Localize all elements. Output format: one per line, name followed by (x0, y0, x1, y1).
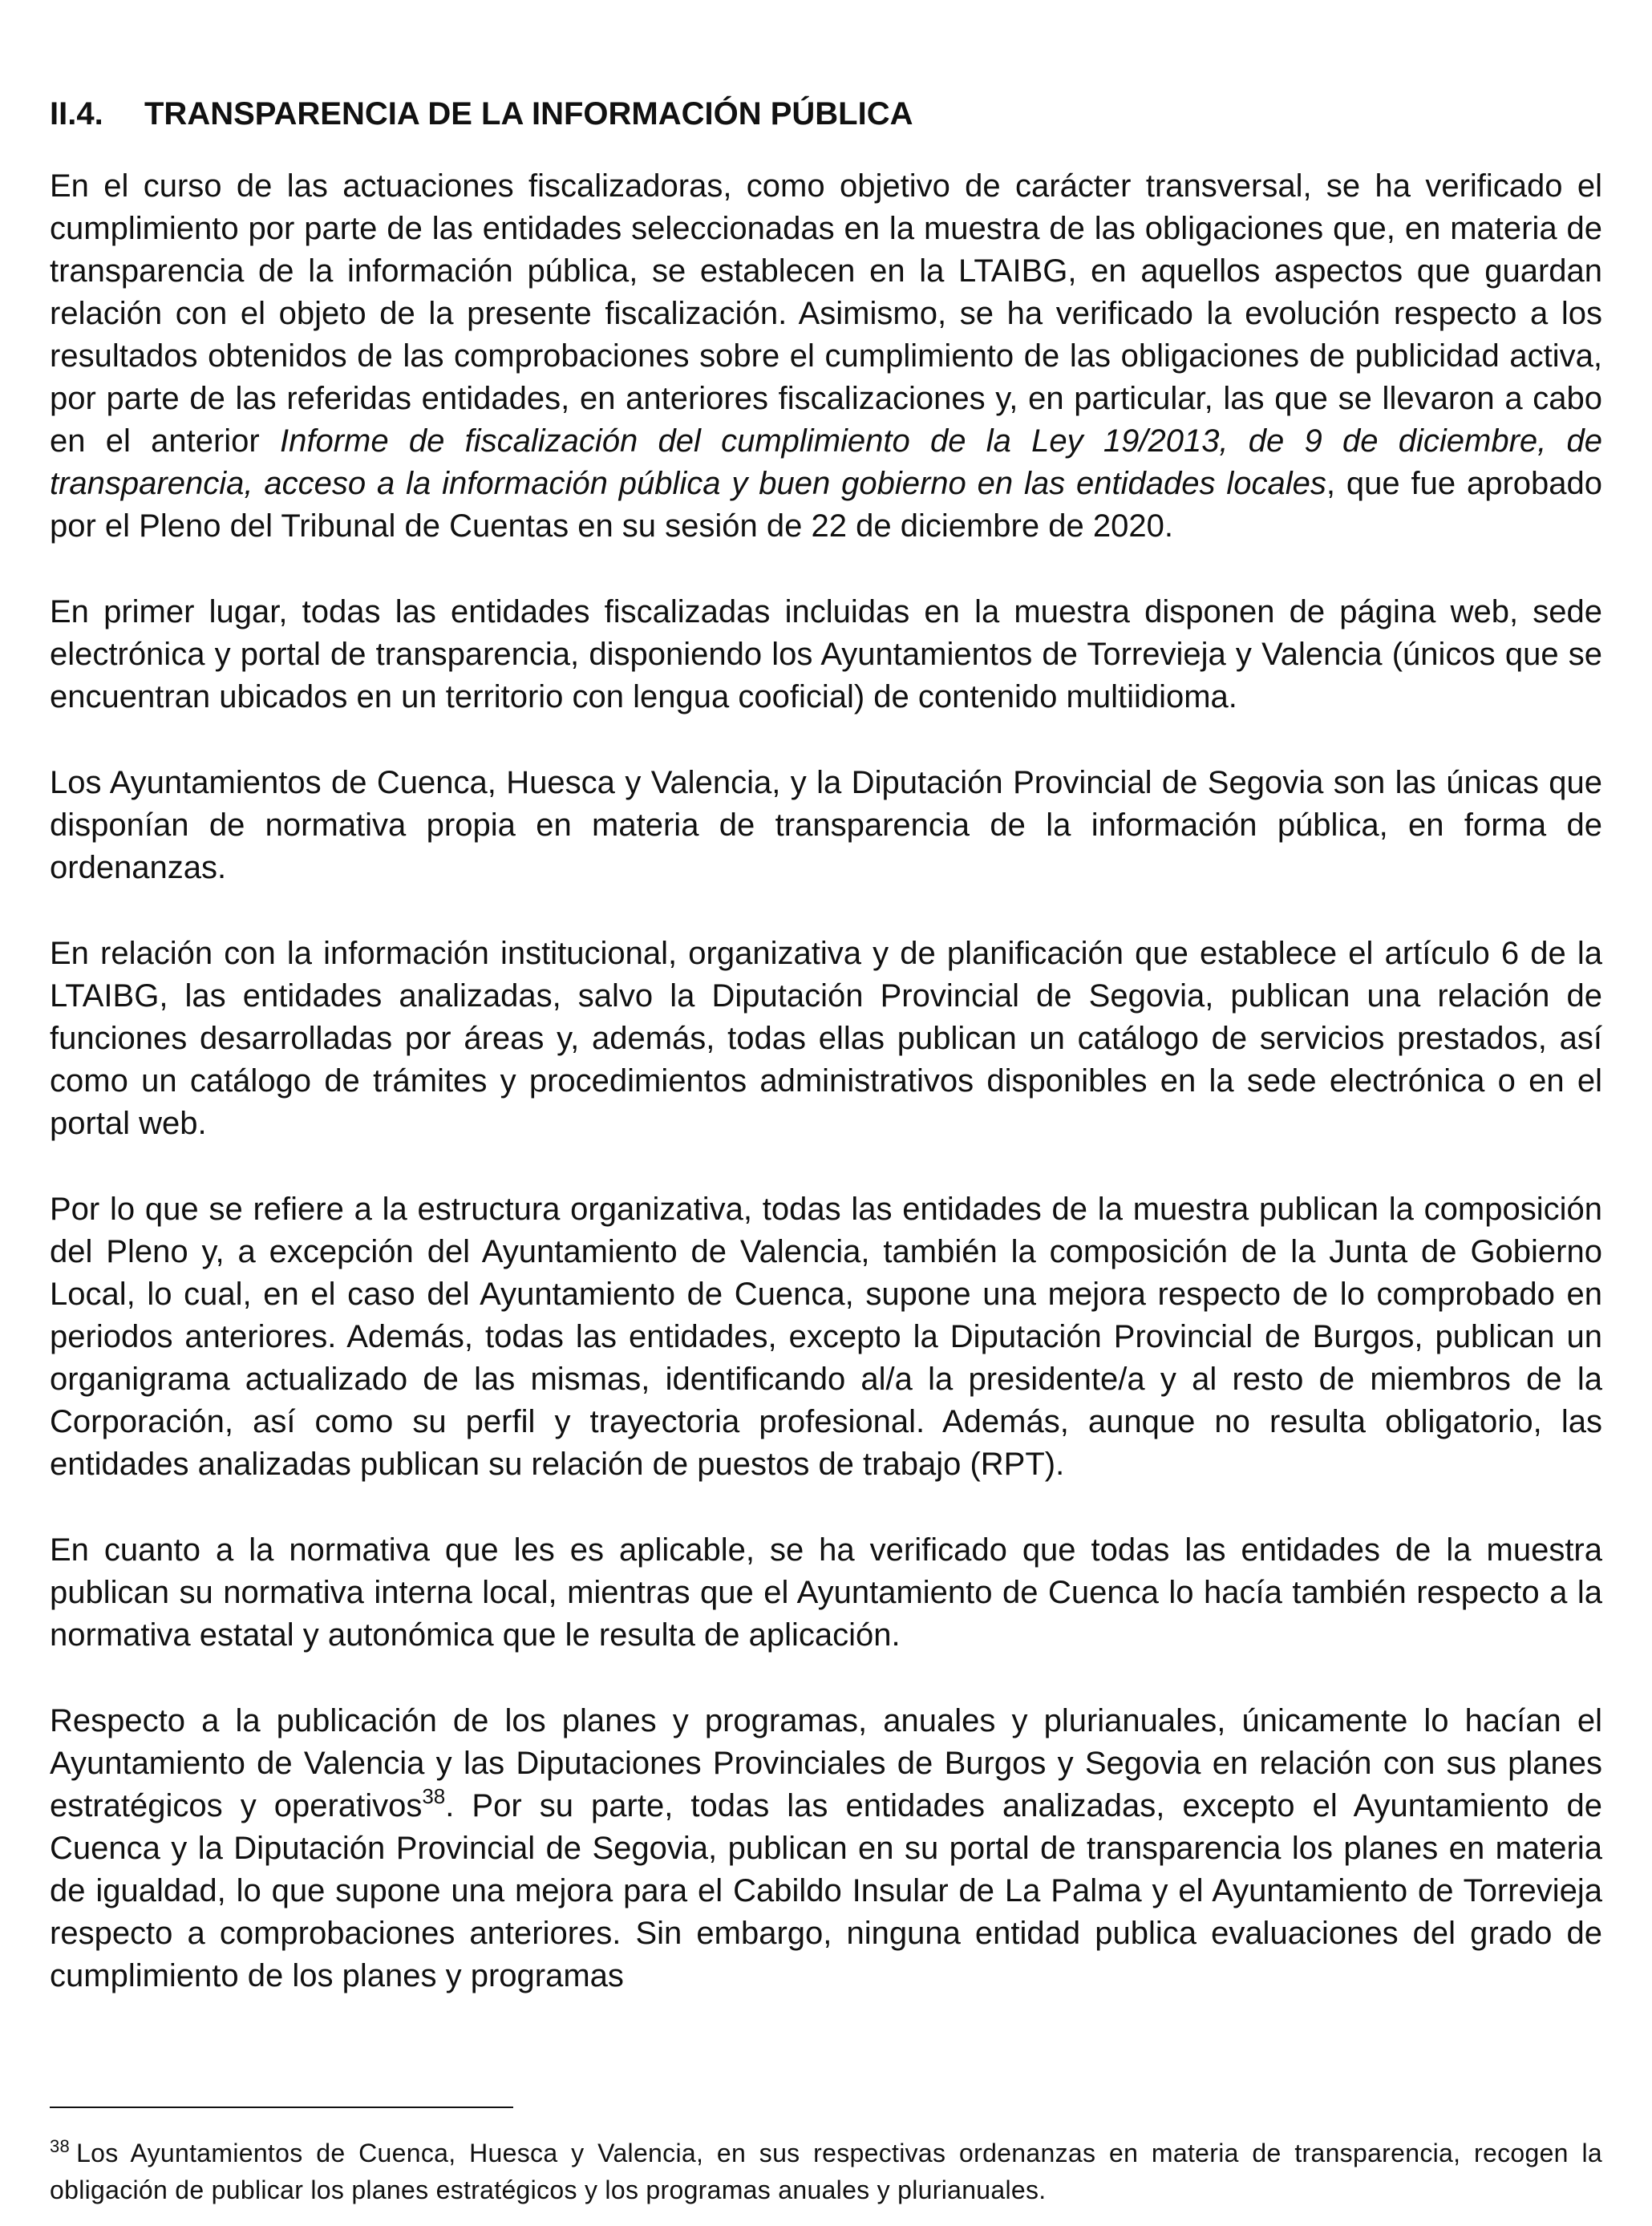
report-title-italic: Informe de fiscalización del cumplimiento de la Ley 19/2013, de 9 de diciembre, de transparencia, acceso a la información pública y buen gobierno en las entidades locales (50, 423, 1603, 501)
document-body (50, 95, 1602, 2041)
paragraph-6: En cuanto a la normativa que les es aplicable, se ha verificado que todas las entidades de la muestra publican su normativa interna local, mientras que el Ayuntamiento de Cuenca lo hacía también respecto a la normativa estatal y autonómica que le resulta de aplicación. (50, 1532, 1602, 1653)
paragraph-7 (50, 1700, 1602, 1997)
section-number: II.4. (50, 96, 103, 132)
paragraph-5: Por lo que se refiere a la estructura organizativa, todas las entidades de la muestra publican la composición del Pleno y, a excepción del Ayuntamiento de Valencia, también la composición de la Junta de Gobierno Local, lo cual, en el caso del Ayuntamiento de Cuenca, supone una mejora respecto de lo comprobado en periodos anteriores. Además, todas las entidades, excepto la Diputación Provincial de Burgos, publican un organigrama actualizado de las mismas, identificando al/a la presidente/a y al resto de miembros de la Corporación, así como su perfil y trayectoria profesional. Además, aunque no resulta obligatorio, las entidades analizadas publican su relación de puestos de trabajo (RPT). (50, 1192, 1602, 1482)
footnote-reference[interactable]: 38 (422, 1784, 446, 1808)
paragraph-4: En relación con la información institucional, organizativa y de planificación que establece el artículo 6 de la LTAIBG, las entidades analizadas, salvo la Diputación Provincial de Segovia, publican una relación de funciones desarrolladas por áreas y, además, todas ellas publican un catálogo de servicios prestados, así como un catálogo de trámites y procedimientos administrativos disponibles en la sede electrónica o en el portal web. (50, 936, 1602, 1141)
footnote (50, 2135, 1602, 2208)
paragraph-7-text-b: . Por su parte, todas las entidades analizadas, excepto el Ayuntamiento de Cuenca y la Diputación Provincial de Segovia, publican en su portal de transparencia los planes en materia de igualdad, lo que supone una mejora para el Cabildo Insular de La Palma y el Ayuntamiento de Torrevieja respecto a comprobaciones anteriores. Sin embargo, ninguna entidad publica evaluaciones del grado de cumplimiento de los planes y programas (50, 1788, 1603, 1993)
paragraph-1 (50, 165, 1602, 548)
footnote-divider (50, 2107, 513, 2108)
footnote-text: Los Ayuntamientos de Cuenca, Huesca y Valencia, en sus respectivas ordenanzas en materia de transparencia, recogen la obligación de publicar los planes estratégicos y los programas anuales y plurianuales. (50, 2139, 1602, 2204)
paragraph-7-text-a: Respecto a la publicación de los planes y programas, anuales y plurianuales, únicamente lo hacían el Ayuntamiento de Valencia y las Diputaciones Provinciales de Burgos y Segovia en relación con sus planes estratégicos y operativos (50, 1703, 1602, 1823)
paragraph-2: En primer lugar, todas las entidades fiscalizadas incluidas en la muestra disponen de página web, sede electrónica y portal de transparencia, disponiendo los Ayuntamientos de Torrevieja y Valencia (únicos que se encuentran ubicados en un territorio con lengua cooficial) de contenido multiidioma. (50, 594, 1602, 714)
paragraph-1-text-a: En el curso de las actuaciones fiscalizadoras, como objetivo de carácter transversal, se ha verificado el cumplimiento por parte de las entidades seleccionadas en la muestra de las obligaciones que, en materia de transparencia de la información pública, se establecen en la LTAIBG, en aquellos aspectos que guardan relación con el objeto de la presente fiscalización. Asimismo, se ha verificado la evolución respecto a los resultados obtenidos de las comprobaciones sobre el cumplimiento de las obligaciones de publicidad activa, por parte de las referidas entidades, en anteriores fiscalizaciones y, en particular, las que se llevaron a cabo en el anterior (50, 168, 1602, 459)
section-title: TRANSPARENCIA DE LA INFORMACIÓN PÚBLICA (144, 96, 913, 132)
paragraph-1-text-b: , que fue aprobado por el Pleno del Tribunal de Cuentas en su sesión de 22 de diciembre de 2020. (50, 466, 1602, 544)
section-heading (50, 95, 1602, 133)
footnote-number: 38 (50, 2136, 71, 2156)
paragraph-3: Los Ayuntamientos de Cuenca, Huesca y Valencia, y la Diputación Provincial de Segovia son las únicas que disponían de normativa propia en materia de transparencia de la información pública, en forma de ordenanzas. (50, 765, 1602, 885)
